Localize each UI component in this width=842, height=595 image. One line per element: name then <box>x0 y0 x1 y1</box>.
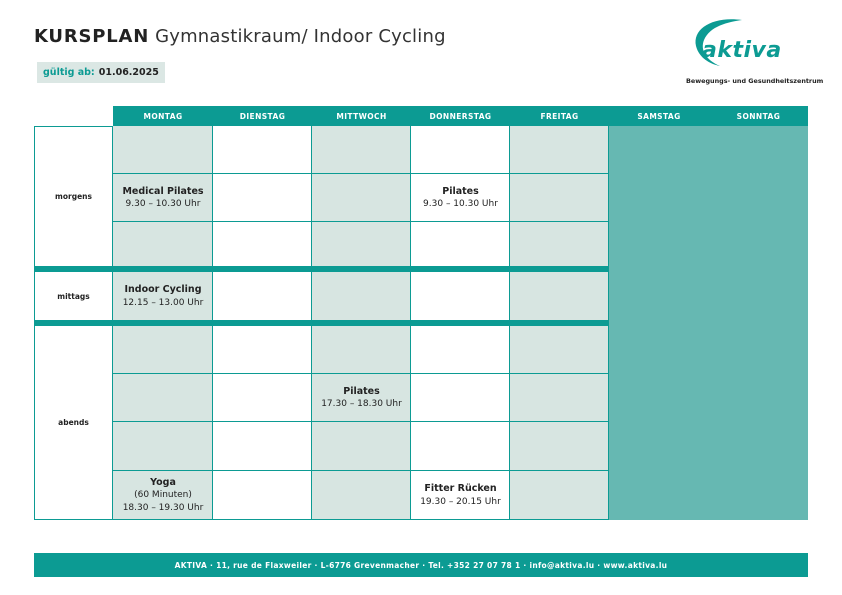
course-time: 19.30 – 20.15 Uhr <box>420 496 501 507</box>
schedule-cell <box>411 326 510 374</box>
schedule-cell <box>510 126 609 174</box>
course-time: 9.30 – 10.30 Uhr <box>125 199 201 210</box>
schedule-cell <box>510 326 609 374</box>
course-name: Pilates <box>442 185 479 197</box>
day-header-saturday: SAMSTAG <box>609 106 709 126</box>
day-header-tuesday: DIENSTAG <box>213 106 312 126</box>
valid-from-label: gültig ab: <box>43 67 95 78</box>
schedule-cell <box>213 326 312 374</box>
schedule-cell <box>411 272 510 321</box>
schedule-cell <box>213 174 312 222</box>
course-time: 17.30 – 18.30 Uhr <box>321 399 402 410</box>
schedule-cell <box>411 222 510 267</box>
schedule-cell <box>113 222 213 267</box>
schedule-cell <box>510 222 609 267</box>
valid-from-date: 01.06.2025 <box>98 67 159 78</box>
schedule-cell <box>510 471 609 520</box>
schedule-cell <box>510 374 609 422</box>
schedule-cell <box>312 126 411 174</box>
valid-from-badge <box>37 62 165 83</box>
day-header-sunday: SONNTAG <box>709 106 808 126</box>
course-pilates-wednesday <box>312 374 411 422</box>
course-time: 18.30 – 19.30 Uhr <box>122 503 204 514</box>
schedule-cell <box>213 222 312 267</box>
schedule-cell <box>411 126 510 174</box>
course-name: Indoor Cycling <box>124 284 202 296</box>
course-note: (60 Minuten) <box>134 490 192 501</box>
course-indoor-cycling <box>113 272 213 321</box>
course-time: 12.15 – 13.00 Uhr <box>122 297 204 308</box>
period-morning: morgens <box>34 126 113 267</box>
schedule-cell <box>213 422 312 471</box>
course-time: 9.30 – 10.30 Uhr <box>423 199 498 210</box>
logo-wordmark: aktiva <box>702 38 782 63</box>
schedule-cell <box>213 272 312 321</box>
schedule-cell <box>312 222 411 267</box>
title-bold: KURSPLAN <box>34 26 150 47</box>
period-evening: abends <box>34 326 113 520</box>
day-header-wednesday: MITTWOCH <box>312 106 411 126</box>
schedule-cell <box>312 272 411 321</box>
page-title <box>34 26 446 47</box>
title-room: Gymnastikraum/ Indoor Cycling <box>155 26 446 47</box>
schedule-cell <box>213 126 312 174</box>
course-fitter-ruecken <box>411 471 510 520</box>
schedule-cell <box>510 174 609 222</box>
course-medical-pilates <box>113 174 213 222</box>
period-midday: mittags <box>34 272 113 321</box>
course-pilates-thursday <box>411 174 510 222</box>
schedule-cell <box>312 174 411 222</box>
day-header-thursday: DONNERSTAG <box>411 106 510 126</box>
footer-contact: AKTIVA · 11, rue de Flaxweiler · L-6776 Grevenmacher · Tel. +352 27 07 78 1 · info@aktiva.lu · www.aktiva.lu <box>34 553 808 577</box>
schedule-cell <box>213 471 312 520</box>
header-corner <box>34 106 113 126</box>
course-name: Pilates <box>343 385 380 397</box>
aktiva-logo <box>684 14 824 88</box>
schedule-cell <box>510 422 609 471</box>
schedule-cell <box>113 374 213 422</box>
weekend-block <box>609 126 808 520</box>
schedule-cell <box>213 374 312 422</box>
schedule-table <box>34 106 808 520</box>
logo-tagline: Bewegungs- und Gesundheitszentrum <box>686 77 824 85</box>
day-header-monday: MONTAG <box>113 106 213 126</box>
schedule-cell <box>113 126 213 174</box>
course-name: Fitter Rücken <box>424 483 497 495</box>
schedule-cell <box>312 326 411 374</box>
schedule-cell <box>411 374 510 422</box>
day-header-friday: FREITAG <box>510 106 609 126</box>
schedule-cell <box>312 471 411 520</box>
course-name: Medical Pilates <box>122 185 204 197</box>
course-yoga <box>113 471 213 520</box>
schedule-cell <box>312 422 411 471</box>
schedule-cell <box>411 422 510 471</box>
course-name: Yoga <box>150 476 176 488</box>
schedule-cell <box>113 422 213 471</box>
schedule-cell <box>113 326 213 374</box>
schedule-cell <box>510 272 609 321</box>
